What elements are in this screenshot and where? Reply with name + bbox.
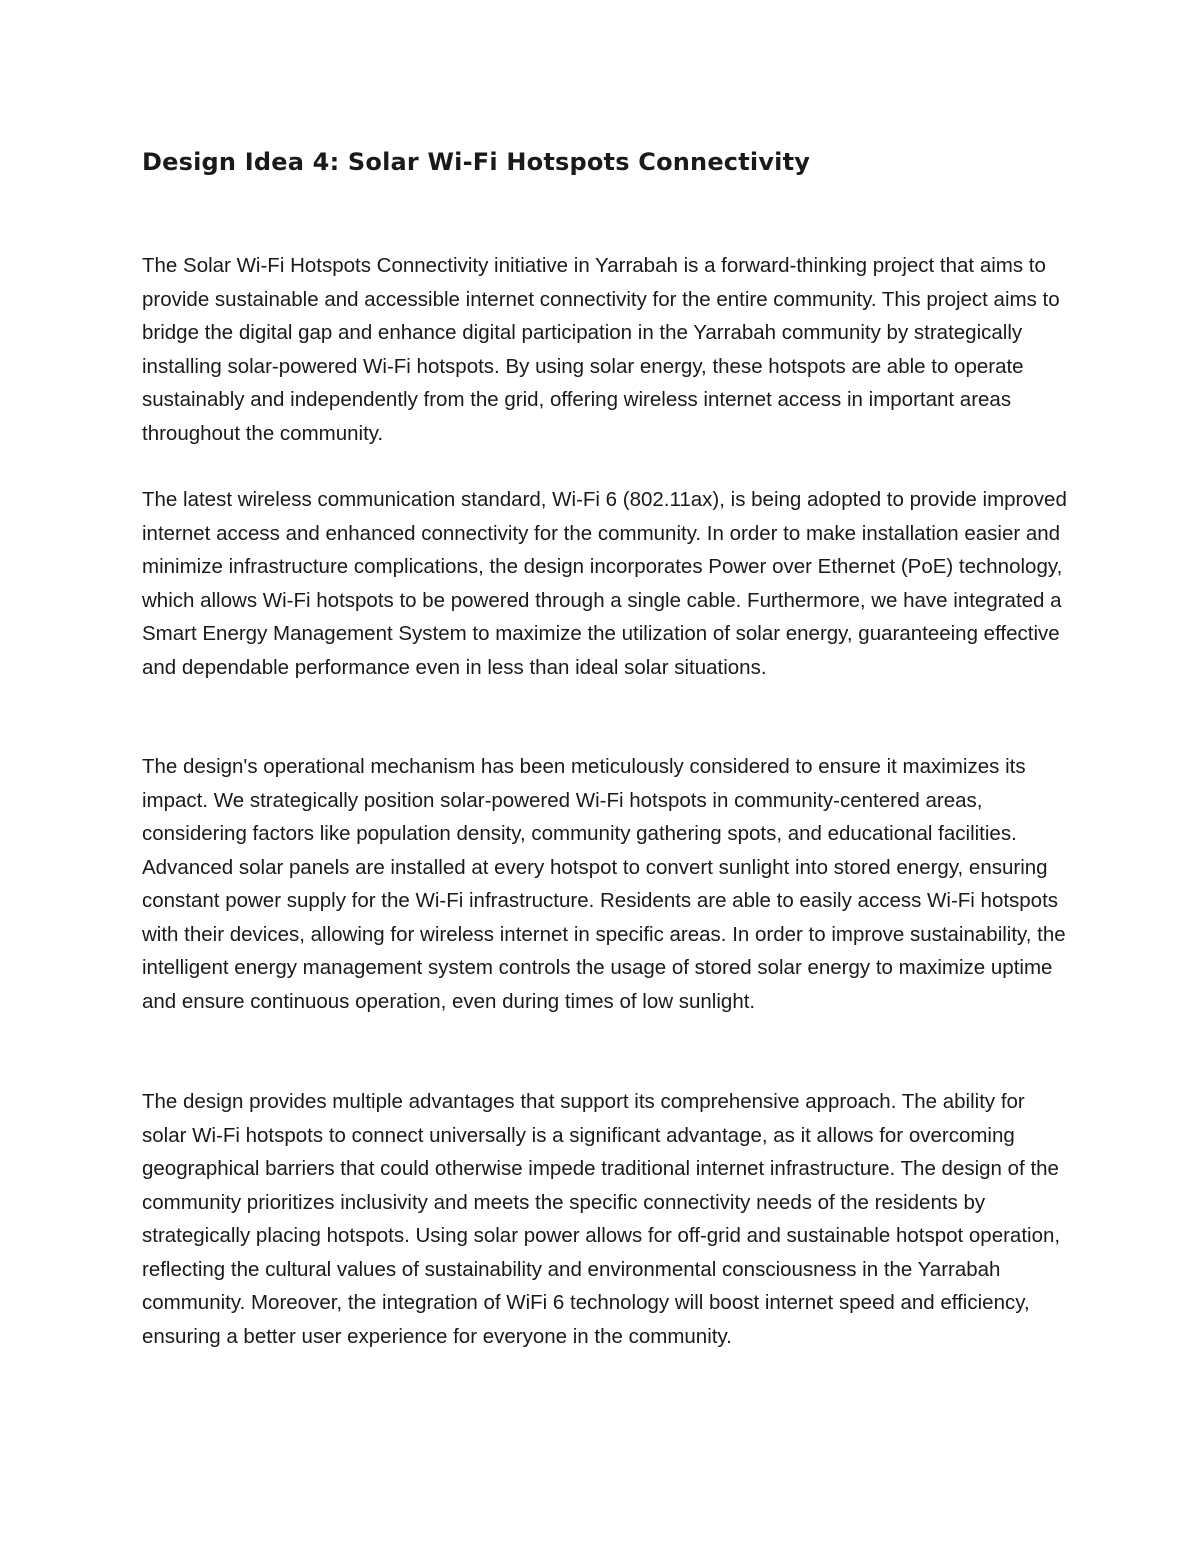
paragraph-advantages: The design provides multiple advantages that support its comprehensive approach. The ability for solar Wi-Fi hotspots to connect universally is a significant advantage, as it allows for overcoming geographical barriers that could otherwise impede traditional internet infrastructure. The design of the community prioritizes inclusivity and meets the specific connectivity needs of the residents by strategically placing hotspots. Using solar power allows for off-grid and sustainable hotspot operation, reflecting the cultural values of sustainability and environmental consciousness in the Yarrabah community. Moreover, the integration of WiFi 6 technology will boost internet speed and efficiency, ensuring a better user experience for everyone in the community. bbox=[142, 1090, 1061, 1348]
paragraph-intro: The Solar Wi-Fi Hotspots Connectivity initiative in Yarrabah is a forward-thinking project that aims to provide sustainable and accessible internet connectivity for the entire community. This project aims to bridge the digital gap and enhance digital participation in the Yarrabah community by strategically installing solar-powered Wi-Fi hotspots. By using solar energy, these hotspots are able to operate sustainably and independently from the grid, offering wireless internet access in important areas throughout the community. bbox=[142, 254, 1060, 445]
paragraph-operation: The design's operational mechanism has been meticulously considered to ensure it maximizes its impact. We strategically position solar-powered Wi-Fi hotspots in community-centered areas, considering factors like population density, community gathering spots, and educational facilities. Advanced solar panels are installed at every hotspot to convert sunlight into stored energy, ensuring constant power supply for the Wi-Fi infrastructure. Residents are able to easily access Wi-Fi hotspots with their devices, allowing for wireless internet in specific areas. In order to improve sustainability, the intelligent energy management system controls the usage of stored solar energy to maximize uptime and ensure continuous operation, even during times of low sunlight. bbox=[142, 755, 1066, 1013]
paragraph-technology: The latest wireless communication standard, Wi-Fi 6 (802.11ax), is being adopted to provide improved internet access and enhanced connectivity for the community. In order to make installation easier and minimize infrastructure complications, the design incorporates Power over Ethernet (PoE) technology, which allows Wi-Fi hotspots to be powered through a single cable. Furthermore, we have integrated a Smart Energy Management System to maximize the utilization of solar energy, guaranteeing effective and dependable performance even in less than ideal solar situations. bbox=[142, 488, 1067, 679]
document-title: Design Idea 4: Solar Wi-Fi Hotspots Connectivity bbox=[142, 148, 811, 176]
